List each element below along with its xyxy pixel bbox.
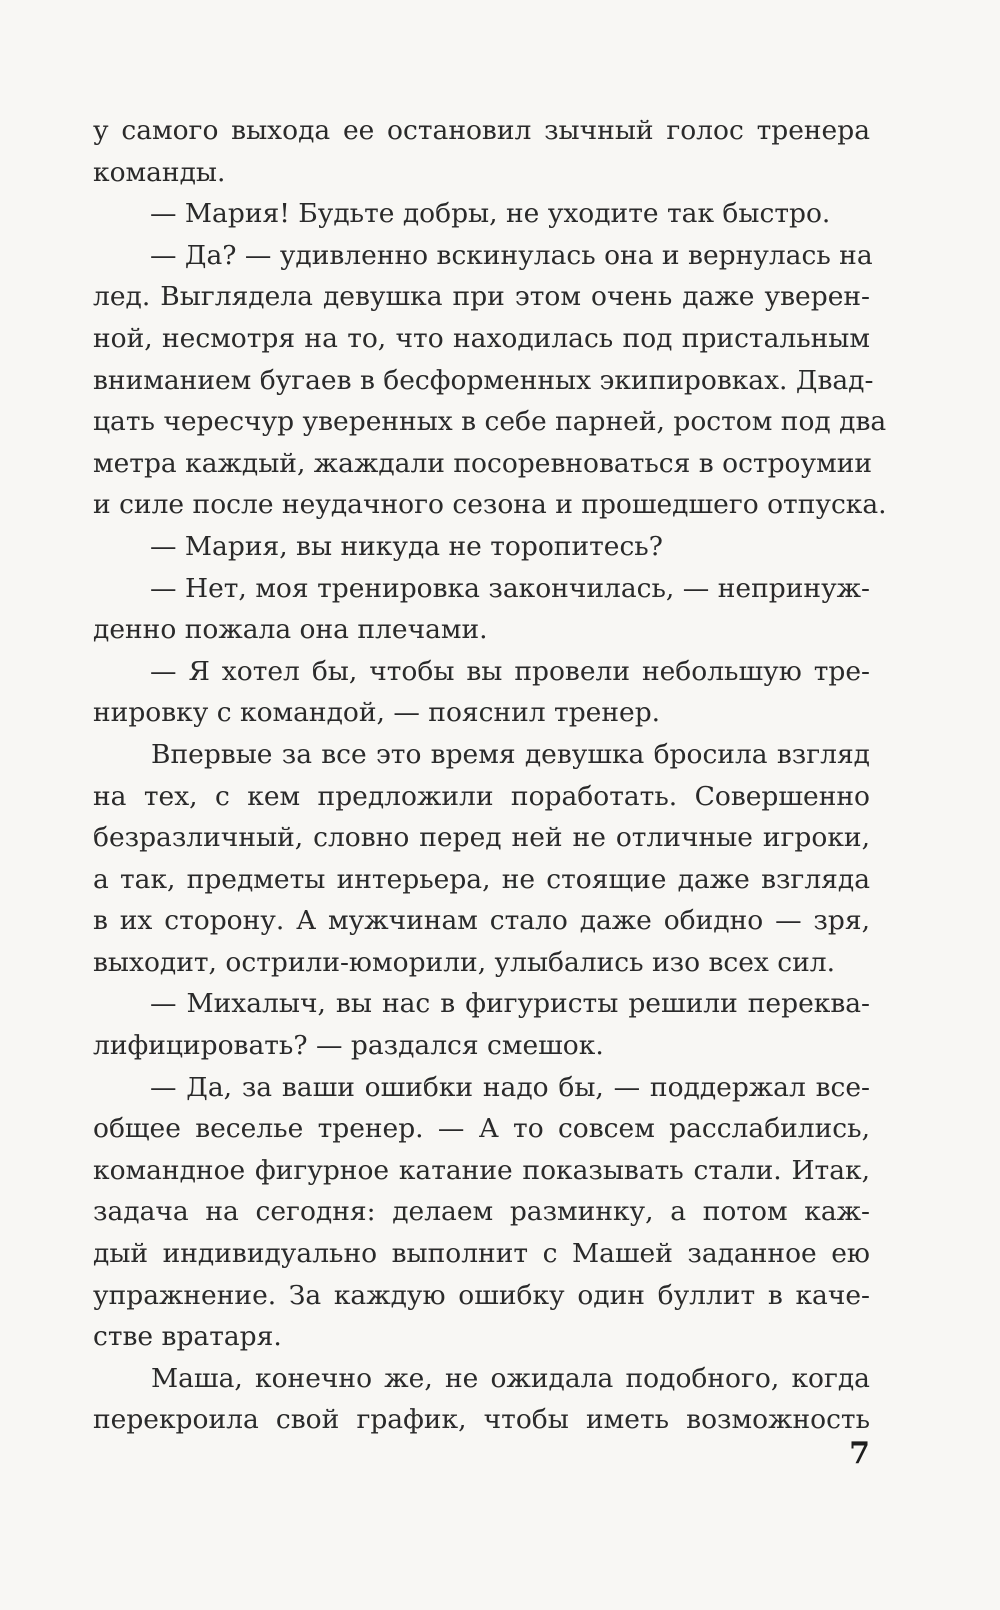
text-line: на тех, с кем предложили поработать. Совершенно (93, 780, 870, 812)
body-text (93, 110, 887, 1441)
text-line: стве вратаря. (93, 1321, 282, 1353)
text-line: метра каждый, жаждали посоревноваться в остроумии (93, 447, 873, 479)
text-line: нировку с командой, — пояснил тренер. (93, 697, 661, 729)
text-line: — Михалыч, вы нас в фигуристы решили переква- (150, 988, 870, 1020)
text-line: Впервые за все это время девушка бросила взгляд (151, 738, 870, 770)
text-line: выходит, острили-юморили, улыбались изо всех сил. (93, 946, 836, 978)
text-line: общее веселье тренер. — А то совсем расслабились, (93, 1113, 870, 1145)
text-line: Маша, конечно же, не ожидала подобного, когда (151, 1362, 870, 1394)
text-line: упражнение. За каждую ошибку один буллит в каче- (93, 1279, 870, 1311)
text-line: — Я хотел бы, чтобы вы провели небольшую тре- (150, 655, 870, 687)
text-line: — Мария! Будьте добры, не уходите так быстро. (150, 198, 831, 230)
text-line: командное фигурное катание показывать стали. Итак, (93, 1154, 870, 1186)
text-line: и силе после неудачного сезона и прошедшего отпуска. (93, 489, 887, 521)
text-line: — Мария, вы никуда не торопитесь? (150, 530, 663, 562)
text-line: дый индивидуально выполнит с Машей заданное ею (93, 1238, 870, 1270)
text-line: команды. (93, 156, 226, 188)
page-number: 7 (849, 1436, 870, 1471)
text-line: перекроила свой график, чтобы иметь возможность (93, 1404, 870, 1436)
text-line: в их сторону. А мужчинам стало даже обидно — зря, (93, 905, 870, 937)
text-line: цать чересчур уверенных в себе парней, ростом под два (93, 406, 887, 438)
text-line: — Да? — удивленно вскинулась она и вернулась на (150, 239, 873, 271)
text-line: задача на сегодня: делаем разминку, а потом каж- (93, 1196, 870, 1228)
text-line: лифицировать? — раздался смешок. (93, 1030, 604, 1062)
text-line: — Да, за ваши ошибки надо бы, — поддержал все- (150, 1071, 870, 1103)
text-line: — Нет, моя тренировка закончилась, — непринуж- (150, 572, 870, 604)
text-line: денно пожала она плечами. (93, 614, 488, 646)
text-line: у самого выхода ее остановил зычный голос тренера (93, 115, 870, 146)
text-line: безразличный, словно перед ней не отличные игроки, (93, 822, 870, 854)
text-line: вниманием бугаев в бесформенных экипировках. Двад- (93, 364, 874, 396)
text-line: ной, несмотря на то, что находилась под пристальным (93, 322, 870, 354)
text-line: лед. Выглядела девушка при этом очень даже уверен- (93, 281, 870, 313)
text-line: а так, предметы интерьера, не стоящие даже взгляда (93, 863, 870, 895)
